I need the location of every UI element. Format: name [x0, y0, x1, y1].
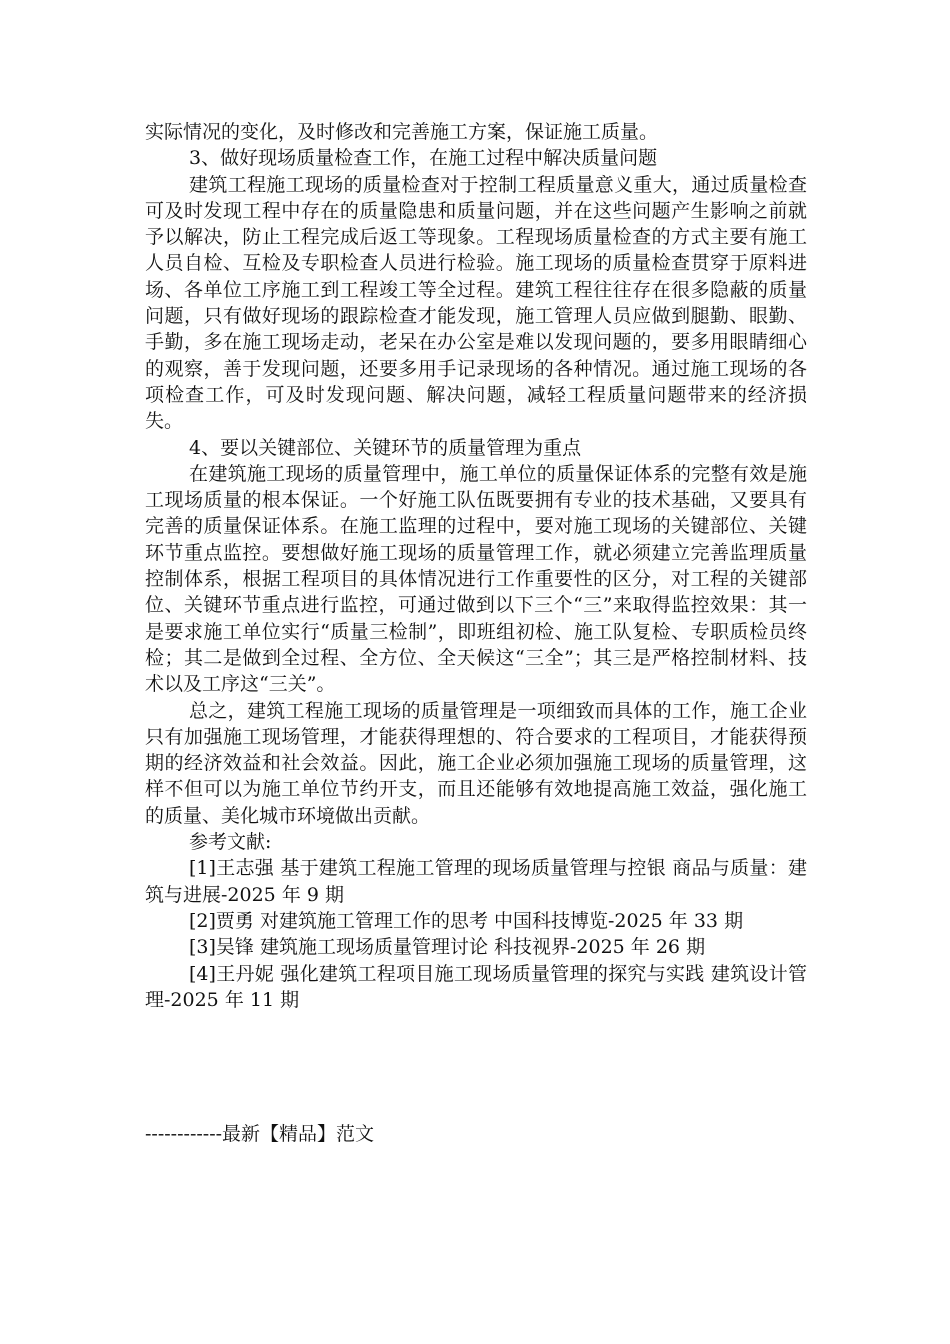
reference-item: [3]吴锋 建筑施工现场质量管理讨论 科技视界-2025 年 26 期 [189, 936, 706, 959]
footer-note: ------------最新【精品】范文 [145, 1123, 375, 1145]
reference-item: [4]王丹妮 强化建筑工程项目施工现场质量管理的探究与实践 建筑设计管理-2025 年 11 期 [145, 962, 807, 1011]
section-paragraph-4: 在建筑施工现场的质量管理中，施工单位的质量保证体系的完整有效是施工现场质量的根本保证。一个好施工队伍既要拥有专业的技术基础，又要具有完善的质量保证体系。在施工监理的过程中，要对施工现场的关键部位、关键环节重点监控。要想做好施工现场的质量管理工作，就必须建立完善监理质量控制体系，根据工程项目的具体情况进行工作重要性的区分，对工程的关键部位、关键环节重点进行监控，可通过做到以下三个“三”来取得监控效果：其一是要求施工单位实行“质量三检制”，即班组初检、施工队复检、专职质检员终检；其二是做到全过程、全方位、全天候这“三全”；其三是严格控制材料、技术以及工序这“三关”。 [145, 462, 807, 696]
section-heading-4: 4、要以关键部位、关键环节的质量管理为重点 [189, 436, 582, 459]
reference-item: [1]王志强 基于建筑工程施工管理的现场质量管理与控银 商品与质量：建筑与进展-2025 年 9 期 [145, 857, 807, 906]
opening-line: 实际情况的变化，及时修改和完善施工方案，保证施工质量。 [145, 121, 659, 143]
reference-item: [2]贾勇 对建筑施工管理工作的思考 中国科技博览-2025 年 33 期 [189, 909, 744, 932]
conclusion-paragraph: 总之，建筑工程施工现场的质量管理是一项细致而具体的工作，施工企业只有加强施工现场管理，才能获得理想的、符合要求的工程项目，才能获得预期的经济效益和社会效益。因此，施工企业必须加强施工现场的质量管理，这样不但可以为施工单位节约开支，而且还能够有效地提高施工效益，强化施工的质量、美化城市环境做出贡献。 [145, 699, 807, 827]
section-heading-3: 3、做好现场质量检查工作，在施工过程中解决质量问题 [189, 147, 658, 170]
section-paragraph-3: 建筑工程施工现场的质量检查对于控制工程质量意义重大，通过质量检查可及时发现工程中存在的质量隐患和质量问题，并在这些问题产生影响之前就予以解决，防止工程完成后返工等现象。工程现场质量检查的方式主要有施工人员自检、互检及专职检查人员进行检验。施工现场的质量检查贯穿于原料进场、各单位工序施工到工程竣工等全过程。建筑工程往往存在很多隐蔽的质量问题，只有做好现场的跟踪检查才能发现，施工管理人员应做到腿勤、眼勤、手勤，多在施工现场走动，老呆在办公室是难以发现问题的，要多用眼睛细心的观察，善于发现问题，还要多用手记录现场的各种情况。通过施工现场的各项检查工作，可及时发现问题、解决问题，减轻工程质量问题带来的经济损失。 [145, 173, 807, 433]
document-body [145, 119, 807, 1013]
references-title: 参考文献: [189, 831, 272, 854]
